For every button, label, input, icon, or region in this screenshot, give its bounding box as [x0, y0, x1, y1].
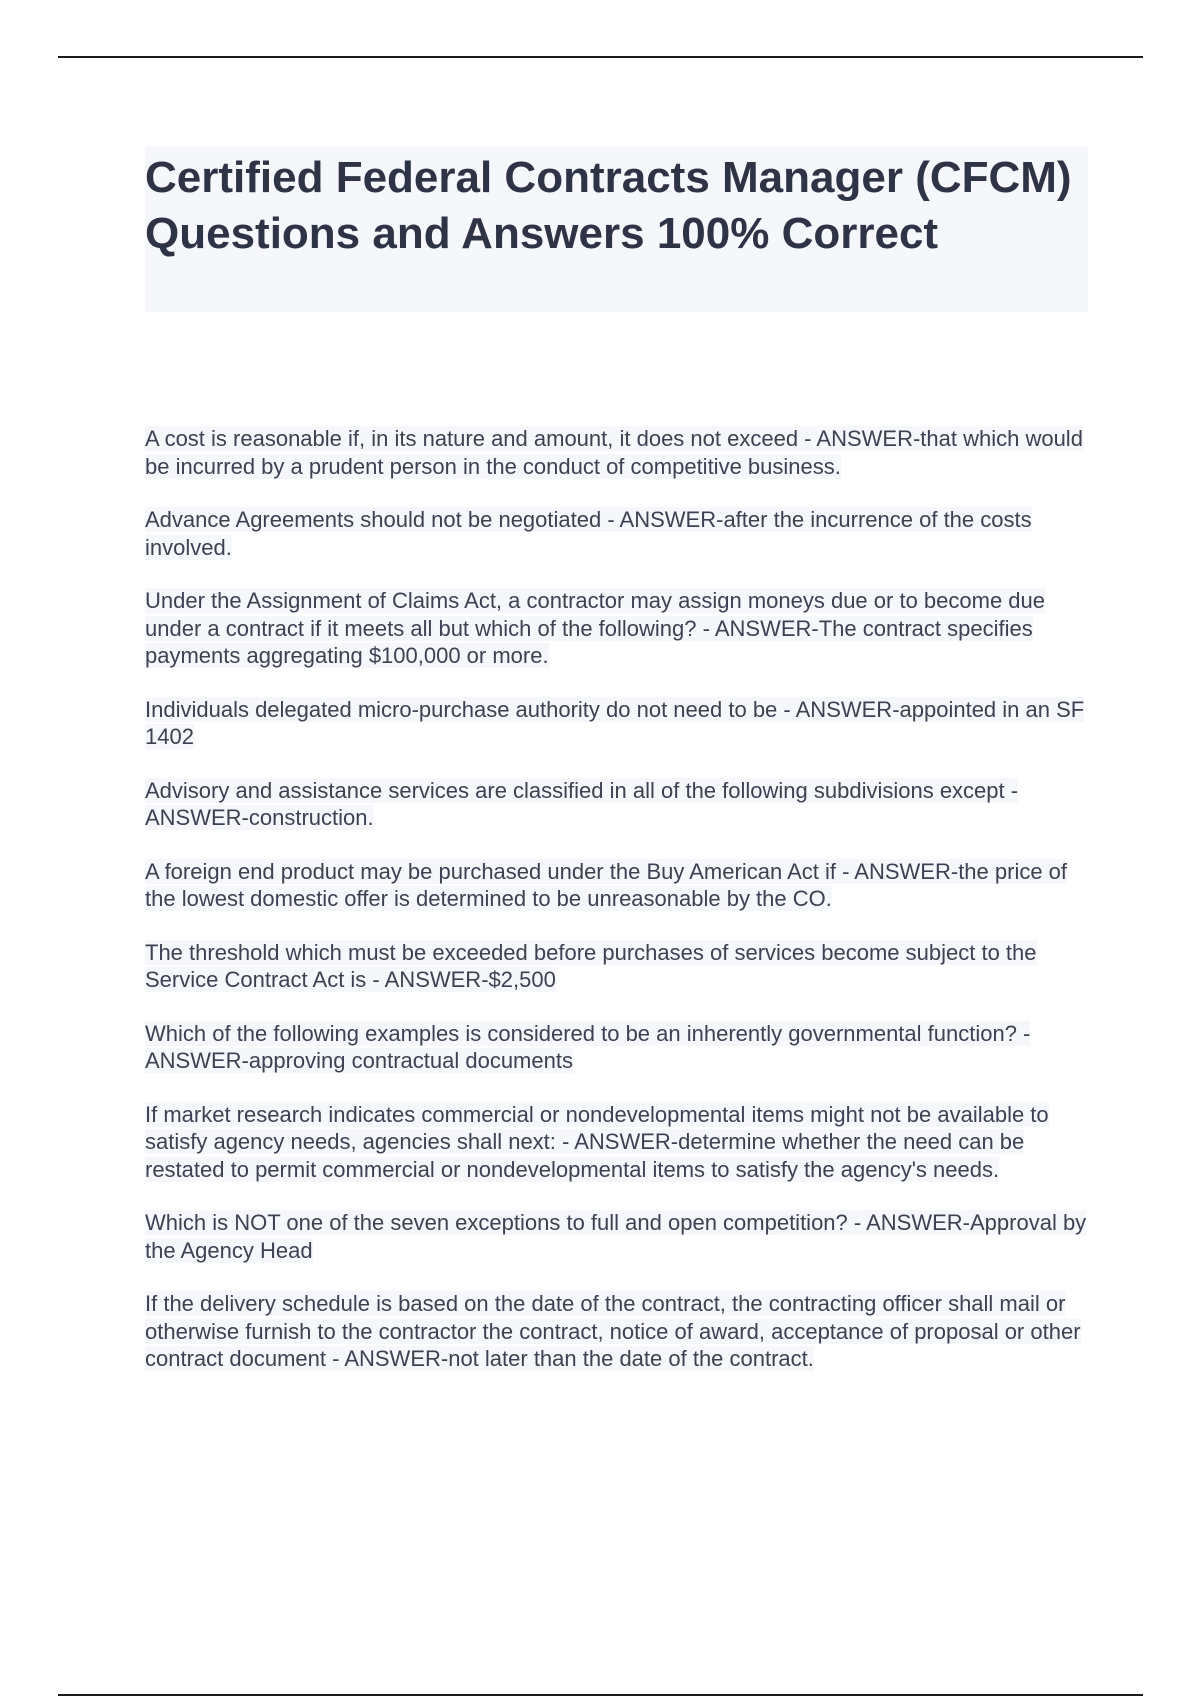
qa-text: If the delivery schedule is based on the date of the contract, the contracting officer shall mail or otherwise furnish to the contractor the contract, notice of award, acceptance of proposal or other contract document - ANSWER-not later than the date of the contract. — [145, 1291, 1081, 1371]
qa-item — [145, 425, 1100, 480]
bottom-rule — [58, 1694, 1143, 1696]
qa-list — [145, 425, 1100, 1399]
qa-item — [145, 858, 1100, 913]
qa-text: A cost is reasonable if, in its nature and amount, it does not exceed - ANSWER-that which would be incurred by a prudent person in the conduct of competitive business. — [145, 426, 1083, 479]
qa-item — [145, 939, 1100, 994]
qa-item — [145, 777, 1100, 832]
qa-text: Advisory and assistance services are classified in all of the following subdivisions except - ANSWER-construction. — [145, 777, 1019, 830]
qa-item — [145, 1290, 1100, 1373]
qa-item — [145, 1209, 1100, 1264]
qa-text: The threshold which must be exceeded before purchases of services become subject to the Service Contract Act is - ANSWER-$2,500 — [145, 939, 1037, 992]
qa-item — [145, 506, 1100, 561]
qa-item — [145, 696, 1100, 751]
qa-item — [145, 1020, 1100, 1075]
qa-text: Which of the following examples is considered to be an inherently governmental function? - ANSWER-approving contractual documents — [145, 1020, 1031, 1073]
document-title: Certified Federal Contracts Manager (CFCM) Questions and Answers 100% Correct — [145, 153, 1072, 258]
top-rule — [58, 56, 1143, 58]
title-block — [145, 146, 1088, 312]
qa-text: If market research indicates commercial or nondevelopmental items might not be available to satisfy agency needs, agencies shall next: - ANSWER-determine whether the need can be restated to permit commercial or nondevelopmental items to satisfy the agency's needs. — [145, 1101, 1049, 1182]
qa-text: Advance Agreements should not be negotiated - ANSWER-after the incurrence of the costs involved. — [145, 507, 1032, 560]
qa-text: A foreign end product may be purchased under the Buy American Act if - ANSWER-the price of the lowest domestic offer is determined to be unreasonable by the CO. — [145, 858, 1068, 911]
qa-item — [145, 1101, 1100, 1184]
qa-item — [145, 587, 1100, 670]
qa-text: Individuals delegated micro-purchase authority do not need to be - ANSWER-appointed in an SF 1402 — [145, 696, 1085, 749]
qa-text: Which is NOT one of the seven exceptions to full and open competition? - ANSWER-Approval by the Agency Head — [145, 1210, 1087, 1263]
qa-text: Under the Assignment of Claims Act, a contractor may assign moneys due or to become due under a contract if it meets all but which of the following? - ANSWER-The contract specifies payments aggregating $100,000 or more. — [145, 588, 1046, 668]
